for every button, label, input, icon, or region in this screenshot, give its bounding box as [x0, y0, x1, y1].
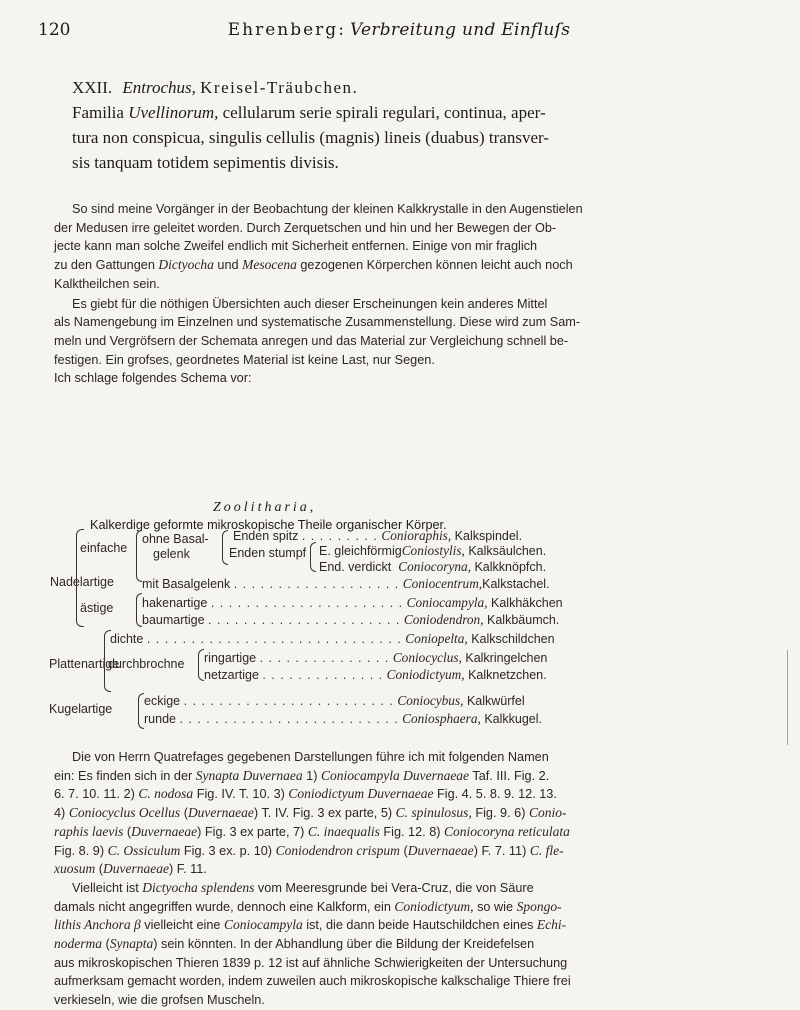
group-label-kugelartige: Kugelartige	[49, 702, 113, 716]
diagnosis-line: Familia Uvellinorum, cellularum serie spirali regulari, continua, aper-	[72, 103, 546, 122]
group-label-enden-stumpf: Enden stumpf	[229, 546, 307, 560]
paragraph: Es giebt für die nöthigen Übersichten auch dieser Erscheinungen kein anderes Mittel als Namengebung im Einzelnen und systematische Zusammenstellung. Diese wird zum Sam- meln und Vergröfsern der Schemata anregen und das Material zur Vergleichung schnell be- festigen. Ein grofses, geordnetes Material ist keine Last, nur Segen. Ich schlage folgendes Schema vor:	[54, 296, 581, 386]
group-label-gelenk: gelenk	[153, 547, 190, 561]
brace-einfache	[136, 530, 142, 582]
genus-name: Entrochus,	[122, 78, 196, 97]
paragraph: So sind meine Vorgänger in der Beobachtung der kleinen Kalkkrystalle in den Augenstielen der Medusen irre geleitet worden. Durch Zerquetschen und hin und her Bewegen der Ob- jecte kann man solche Zweifel endlich mit Sicherheit entfernen. Einige von mir fraglich zu den Gattungen Dictyocha und Mesocena gezogenen Körperchen können leicht auch noch Kalktheilchen sein.	[54, 202, 583, 291]
schema-heading: Zoolitharia,	[213, 500, 317, 515]
schema-entry: hakenartige . . . . . . . . . . . . . . . . . . . . . . Coniocampyla, Kalkhäkchen	[142, 595, 563, 610]
page-header	[38, 20, 760, 50]
brace-enden-stumpf	[310, 542, 316, 572]
family-name: Uvellinorum,	[128, 103, 219, 122]
group-label-plattenartige: Plattenartige	[49, 657, 120, 671]
classification-schema	[49, 528, 760, 745]
genus-common-name: Kreisel-Träubchen.	[200, 78, 359, 97]
schema-entry: dichte . . . . . . . . . . . . . . . . . . . . . . . . . . . . . Coniopelta, Kalkschildchen	[110, 631, 555, 646]
schema-entry: netzartige . . . . . . . . . . . . . . Coniodictyum, Kalknetzchen.	[204, 667, 547, 682]
running-head-title: Verbreitung und Einfluſs	[349, 20, 571, 40]
group-label-durchbrochne: durchbrochne	[108, 657, 185, 671]
brace-nadelartige	[76, 529, 84, 627]
page-number: 120	[38, 20, 71, 40]
genus-number: XXII.	[72, 78, 113, 97]
schema-entry: ringartige . . . . . . . . . . . . . . . Coniocyclus, Kalkringelchen	[204, 650, 548, 665]
group-label-nadelartige: Nadelartige	[50, 575, 114, 589]
genus-heading	[72, 75, 762, 100]
schema-entry: runde . . . . . . . . . . . . . . . . . . . . . . . . . Coniosphaera, Kalkkugel.	[144, 711, 542, 726]
schema-entry: E. gleichförmigConiostylis, Kalksäulchen.	[319, 543, 547, 558]
group-label-ohne-basalgelenk: ohne Basal-	[142, 532, 209, 546]
margin-rule	[787, 650, 788, 745]
schema-entry: mit Basalgelenk . . . . . . . . . . . . . . . . . . . Coniocentrum,Kalkstachel.	[142, 576, 550, 591]
diagnosis-line: sis tanquam totidem sepimentis divisis.	[72, 153, 339, 172]
paragraph: Die von Herrn Quatrefages gegebenen Darstellungen führe ich mit folgenden Namen ein: Es finden sich in der Synapta Duvernaea 1) Coniocampyla Duvernaeae Taf. III. Fig. 2. 6. 7. 10. 11. 2) C. nodosa Fig. IV. T. 10. 3) Coniodictyum Duvernaeae Fig. 4. 5. 8. 9. 12. 13. 4) Coniocyclus Ocellus (Duvernaeae) T. IV. Fig. 3 ex parte, 5) C. spinulosus, Fig. 9. 6) Conio- raphis laevis (Duvernaeae) Fig. 3 ex parte, 7) C. inaequalis Fig. 12. 8) Coniocoryna reticulata Fig. 8. 9) C. Ossiculum Fig. 3 ex. p. 10) Coniodendron crispum (Duvernaeae) F. 7. 11) C. fle- xuosum (Duvernaeae) F. 11.	[54, 750, 570, 877]
group-label-einfache: einfache	[80, 541, 128, 555]
running-head-separator: :	[338, 20, 345, 40]
brace-ohne-basalgelenk	[222, 530, 228, 565]
running-head-author: Ehrenberg	[227, 20, 339, 40]
body-text-continued	[54, 748, 759, 1010]
diagnosis-line: tura non conspicua, singulis cellulis (magnis) lineis (duabus) transver-	[72, 128, 549, 147]
schema-entry: baumartige . . . . . . . . . . . . . . . . . . . . . . Coniodendron, Kalkbäumch.	[142, 612, 560, 627]
body-text	[54, 200, 759, 388]
genus-diagnosis	[72, 75, 762, 175]
schema-entry: eckige . . . . . . . . . . . . . . . . . . . . . . . . Coniocybus, Kalkwürfel	[144, 693, 525, 708]
group-label-aestige: ästige	[80, 601, 114, 615]
running-head	[38, 20, 760, 40]
paragraph: Vielleicht ist Dictyocha splendens vom Meeresgrunde bei Vera-Cruz, die von Säure damals nicht angegriffen wurde, dennoch eine Kalkform, ein Coniodictyum, so wie Spongo- lithis Anchora β vielleicht eine Coniocampyla ist, die dann beide Hautschildchen eines Echi- noderma (Synapta) sein könnten. In der Abhandlung über die Bildung der Kreidefelsen aus mikroskopischen Thieren 1839 p. 12 ist auf ähnliche Schwierigkeiten der Untersuchung aufmerksam gemacht worden, indem zuweilen auch mikroskopische kalkschalige Thiere frei verkieseln, wie die grofsen Muscheln.	[54, 879, 571, 1008]
schema-entry: Enden spitz . . . . . . . . . Conioraphis, Kalkspindel.	[233, 528, 523, 543]
schema-subheading: Kalkerdige geformte mikroskopische Theile organischer Körper.	[90, 518, 447, 532]
schema-entry: End. verdickt Coniocoryna, Kalkknöpfch.	[319, 559, 547, 574]
